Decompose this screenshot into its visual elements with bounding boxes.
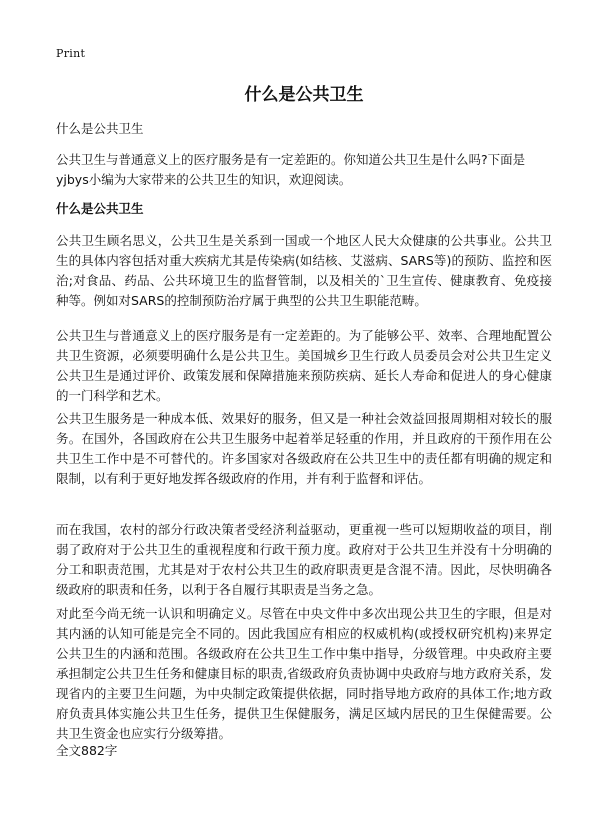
word-count: 全文882字 — [56, 743, 118, 758]
body-paragraph: 公共卫生服务是一种成本低、效果好的服务，但又是一种社会效益回报周期相对较长的服务。在国外，各国政府在公共卫生服务中起着举足轻重的作用，并且政府的干预作用在公共卫生工作中是不可替代的。许多国家对各级政府在公共卫生中的责任都有明确的规定和限制，以有利于更好地发挥各级政府的作用，并有利于监督和评估。 — [56, 411, 552, 486]
body-paragraph: 对此至今尚无统一认识和明确定义。尽管在中央文件中多次出现公共卫生的字眼，但是对其内涵的认知可能是完全不同的。因此我国应有相应的权威机构(或授权研究机构)来界定公共卫生的内涵和范围。各级政府在公共卫生工作中集中指导，分级管理。中央政府主要承担制定公共卫生任务和健康目标的职责,省级政府负责协调中央政府与地方政府关系，发现省内的主要卫生问题，为中央制定政策提供依据，同时指导地方政府的具体工作;地方政府负责具体实施公共卫生任务，提供卫生保健服务，满足区域内居民的卫生保健需要。公共卫生资金也应实行分级筹措。 — [56, 606, 552, 741]
section-heading: 什么是公共卫生 — [56, 201, 144, 216]
subtitle: 什么是公共卫生 — [56, 121, 144, 136]
print-label: Print — [56, 47, 86, 60]
page-title: 什么是公共卫生 — [244, 85, 364, 105]
body-paragraph: 而在我国，农村的部分行政决策者受经济利益驱动，更重视一些可以短期收益的项目，削弱了政府对于公共卫生的重视程度和行政干预力度。政府对于公共卫生并没有十分明确的分工和职责范围，尤其是对于农村公共卫生的政府职责更是含混不清。因此，尽快明确各级政府的职责和任务，以利于各自履行其职责是当务之急。 — [56, 522, 552, 597]
body-paragraph: 公共卫生顾名思义，公共卫生是关系到一国或一个地区人民大众健康的公共事业。公共卫生的具体内容包括对重大疾病尤其是传染病(如结核、艾滋病、SARS等)的预防、监控和医治;对食品、药品、公共环境卫生的监督管制，以及相关的`卫生宣传、健康教育、免疫接种等。例如对SARS的控制预防治疗属于典型的公共卫生职能范畴。 — [56, 233, 552, 308]
body-paragraph: 公共卫生与普通意义上的医疗服务是有一定差距的。为了能够公平、效率、合理地配置公共卫生资源，必须要明确什么是公共卫生。美国城乡卫生行政人员委员会对公共卫生定义公共卫生是通过评价、政策发展和保障措施来预防疾病、延长人寿命和促进人的身心健康的一门科学和艺术。 — [56, 328, 552, 403]
intro-paragraph: 公共卫生与普通意义上的医疗服务是有一定差距的。你知道公共卫生是什么吗?下面是yjbys小编为大家带来的公共卫生的知识，欢迎阅读。 — [56, 152, 526, 187]
